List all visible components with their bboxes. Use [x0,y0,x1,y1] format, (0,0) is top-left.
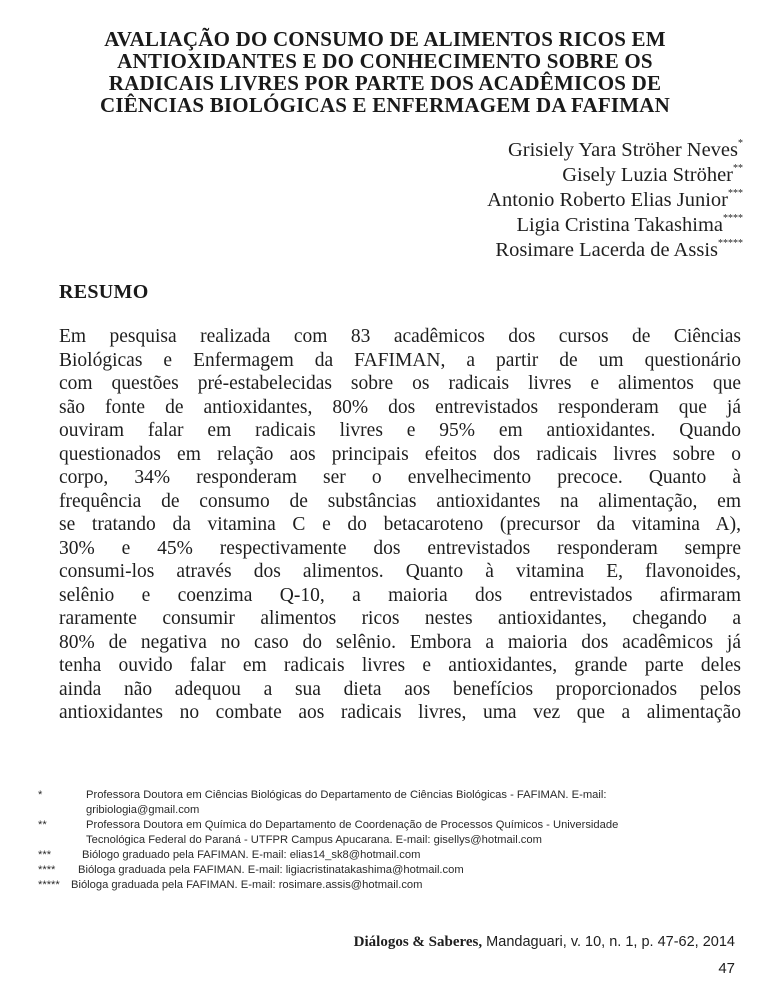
author-footnote-mark: *** [728,188,743,200]
footnote-mark: * [38,789,43,801]
abstract-line: 80% de negativa no caso do selênio. Embora a maioria dos acadêmicos já [59,631,741,653]
footnote-line: Bióloga graduada pela FAFIMAN. E-mail: ligiacristinatakashima@hotmail.com [78,864,464,876]
footnote [38,878,743,893]
abstract-line: raramente consumir alimentos ricos nestes antioxidantes, chegando a [59,608,741,629]
author-footnote-mark: **** [723,213,743,225]
abstract-line: tenha ouvido falar em radicais livres e antioxidantes, grande parte deles [59,655,741,676]
author-footnote-mark: * [738,138,743,150]
journal-citation [354,934,735,951]
abstract-line: consumi-los através dos alimentos. Quanto à vitamina E, flavonoides, [59,561,741,582]
author-footnote-mark: ***** [718,238,743,250]
journal-name: Diálogos & Saberes, [353,934,483,950]
author-list [487,138,743,263]
footnote [38,863,743,878]
footnote-text [71,878,743,893]
citation-details: Mandaguari, v. 10, n. 1, p. 47-62, 2014 [482,934,735,950]
title-line: AVALIAÇÃO DO CONSUMO DE ALIMENTOS RICOS EM [104,27,666,51]
footnote-line: Tecnológica Federal do Paraná - UTFPR Campus Apucarana. E-mail: gisellys@hotmail.com [86,834,542,846]
abstract-body [59,325,741,725]
abstract-line: 30% e 45% respectivamente dos entrevistados responderam sempre [59,537,741,559]
abstract-line: com questões pré-estabelecidas sobre os radicais livres e alimentos que [59,373,741,394]
abstract-line: antioxidantes no combate aos radicais livres, uma vez que a alimentação [59,702,741,723]
author [487,238,743,263]
footnote-mark: **** [38,864,56,876]
footnote-line: Professora Doutora em Química do Departamento de Coordenação de Processos Químicos - Universidade [86,819,619,831]
footnotes [38,788,743,893]
abstract-line: são fonte de antioxidantes, 80% dos entrevistados responderam que já [59,396,741,418]
footnote-mark: *** [38,849,52,861]
title-line: ANTIOXIDANTES E DO CONHECIMENTO SOBRE OS [117,49,653,73]
article-title [40,28,730,116]
footnote-line: Biólogo graduado pela FAFIMAN. E-mail: elias14_sk8@hotmail.com [82,849,421,861]
page-number: 47 [718,960,735,977]
abstract-line: Biológicas e Enfermagem da FAFIMAN, a partir de um questionário [59,349,741,371]
abstract-line: selênio e coenzima Q-10, a maioria dos entrevistados afirmaram [59,584,741,606]
abstract-line: Em pesquisa realizada com 83 acadêmicos dos cursos de Ciências [59,326,741,347]
footnote-text [86,818,743,848]
footnote-line: Professora Doutora em Ciências Biológicas do Departamento de Ciências Biológicas - FAFIMAN. E-mail: [86,789,607,801]
author-name: Rosimare Lacerda de Assis [495,239,718,261]
author [487,138,743,163]
footnote [38,818,743,848]
author-name: Gisely Luzia Ströher [562,164,733,186]
footnote [38,788,743,818]
author-footnote-mark: ** [733,163,743,175]
footnote-mark: ** [38,819,47,831]
author [487,163,743,188]
title-line: RADICAIS LIVRES POR PARTE DOS ACADÊMICOS DE [108,71,662,95]
footnote-line: gribiologia@gmail.com [86,804,200,816]
abstract-line: ainda não adequou a sua dieta aos benefícios proporcionados pelos [59,678,741,700]
section-heading-resumo: RESUMO [59,281,149,303]
footnote-mark: ***** [38,879,60,891]
abstract-line: corpo, 34% responderam ser o envelhecimento precoce. Quanto à [59,467,741,488]
abstract-line: ouviram falar em radicais livres e 95% em antioxidantes. Quando [59,420,741,441]
author-name: Ligia Cristina Takashima [516,214,723,236]
title-line: CIÊNCIAS BIOLÓGICAS E ENFERMAGEM DA FAFIMAN [99,93,670,117]
abstract-line: questionados em relação aos principais efeitos dos radicais livres sobre o [59,443,741,465]
author [487,213,743,238]
abstract-line: frequência de consumo de substâncias antioxidantes na alimentação, em [59,490,741,512]
abstract-line: se tratando da vitamina C e do betacaroteno (precursor da vitamina A), [59,514,741,535]
footnote-text [82,848,743,863]
footnote-text [78,863,743,878]
author-name: Grisiely Yara Ströher Neves [507,139,738,161]
author [487,188,743,213]
footnote-line: Bióloga graduada pela FAFIMAN. E-mail: rosimare.assis@hotmail.com [71,879,423,891]
footnote-text [86,788,743,818]
author-name: Antonio Roberto Elias Junior [487,189,728,211]
footnote [38,848,743,863]
